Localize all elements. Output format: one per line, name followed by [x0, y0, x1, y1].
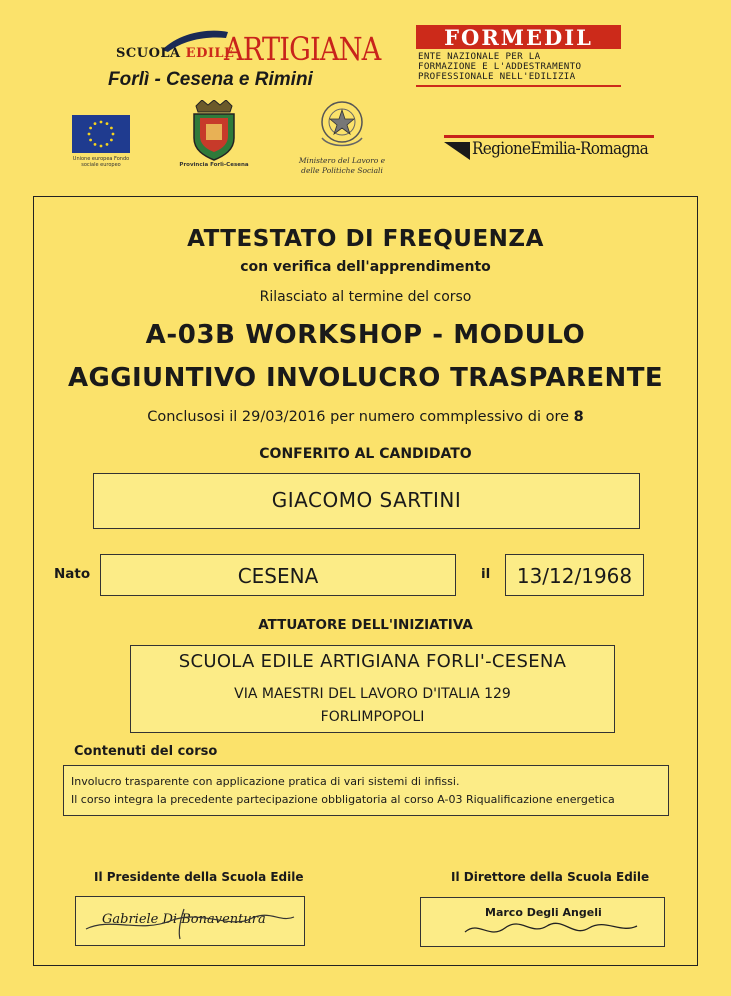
- attuatore-city: FORLIMPOPOLI: [320, 709, 425, 725]
- conclusion-date-text: [33, 409, 698, 425]
- scuola-artigiana-text: ARTIGIANA: [224, 30, 381, 68]
- provincia-crest-icon: [182, 100, 246, 162]
- candidate-name: GIACOMO SARTINI: [271, 488, 462, 512]
- nato-label: Nato: [54, 566, 91, 582]
- regione-name: RegioneEmilia-Romagna: [472, 139, 649, 159]
- formedil-logo: [416, 25, 621, 89]
- formedil-name: FORMEDIL: [416, 25, 621, 49]
- formedil-line-3: PROFESSIONALE NELL'EDILIZIA: [418, 71, 576, 82]
- signature-scribble-icon: [80, 903, 300, 943]
- presidente-signature-box: [75, 896, 305, 946]
- conferito-label: CONFERITO AL CANDIDATO: [259, 446, 472, 462]
- birthplace-value: CESENA: [237, 564, 319, 588]
- contenuti-line-2: Il corso integra la precedente partecipazione obbligatoria al corso A-03 Riqualificazione energetica: [71, 793, 615, 806]
- attuatore-box: [130, 645, 615, 733]
- attuatore-label: ATTUATORE DELL'INIZIATIVA: [258, 617, 473, 633]
- birthdate-value: 13/12/1968: [516, 564, 633, 588]
- hours-value: 8: [573, 409, 584, 425]
- candidate-box: [93, 473, 640, 529]
- direttore-name-stamp: Marco Degli Angeli: [485, 906, 602, 919]
- republic-emblem-icon: [292, 98, 392, 154]
- course-title-line-2: AGGIUNTIVO INVOLUCRO TRASPARENTE: [67, 363, 664, 393]
- formedil-line-1: ENTE NAZIONALE PER LA: [418, 51, 541, 62]
- presidente-label: Il Presidente della Scuola Edile: [94, 870, 304, 884]
- contenuti-box: [63, 765, 669, 816]
- regione-mark-icon: [444, 140, 470, 160]
- scuola-edile-text: EDILE: [185, 46, 235, 61]
- certificate-title: ATTESTATO DI FREQUENZA: [187, 226, 544, 252]
- rilasciato-text: Rilasciato al termine del corso: [259, 289, 472, 305]
- signature-scribble-icon: [461, 918, 641, 944]
- il-label: il: [481, 566, 491, 582]
- formedil-line-2: FORMAZIONE E L'ADDESTRAMENTO: [418, 61, 582, 72]
- course-title-line-1: A-03B WORKSHOP - MODULO: [145, 320, 586, 350]
- scuola-edile-logo: [108, 24, 381, 94]
- ministero-caption-2: delle Politiche Sociali: [301, 166, 383, 175]
- eu-flag-icon: [72, 115, 130, 153]
- scuola-subtitle: Forlì - Cesena e Rimini: [108, 69, 313, 90]
- attuatore-address: VIA MAESTRI DEL LAVORO D'ITALIA 129: [234, 686, 511, 702]
- ministero-caption-1: Ministero del Lavoro e: [298, 156, 386, 165]
- regione-logo: [444, 135, 656, 165]
- formedil-underline: [416, 85, 621, 87]
- scuola-small-text: SCUOLA: [116, 46, 181, 61]
- birthdate-box: [505, 554, 644, 596]
- direttore-signature-box: [420, 897, 665, 947]
- eu-caption: Unione europea Fondo sociale europeo: [72, 156, 130, 168]
- conclusion-text: Conclusosi il 29/03/2016 per numero commplessivo di ore: [147, 409, 574, 425]
- direttore-label: Il Direttore della Scuola Edile: [451, 870, 650, 884]
- contenuti-label: Contenuti del corso: [74, 744, 218, 759]
- contenuti-line-1: Involucro trasparente con applicazione pratica di vari sistemi di infissi.: [71, 775, 460, 788]
- birthplace-box: [100, 554, 456, 596]
- provincia-caption: Provincia Forlì-Cesena: [179, 162, 249, 168]
- presidente-signature: Gabriele Di Bonaventura: [102, 912, 266, 927]
- attuatore-name: SCUOLA EDILE ARTIGIANA FORLI'-CESENA: [178, 651, 567, 672]
- eu-logo: [70, 113, 132, 169]
- certificate-subtitle: con verifica dell'apprendimento: [240, 259, 491, 275]
- regione-red-line: [444, 135, 654, 138]
- ministero-logo: [292, 98, 392, 182]
- provincia-logo: [179, 100, 249, 170]
